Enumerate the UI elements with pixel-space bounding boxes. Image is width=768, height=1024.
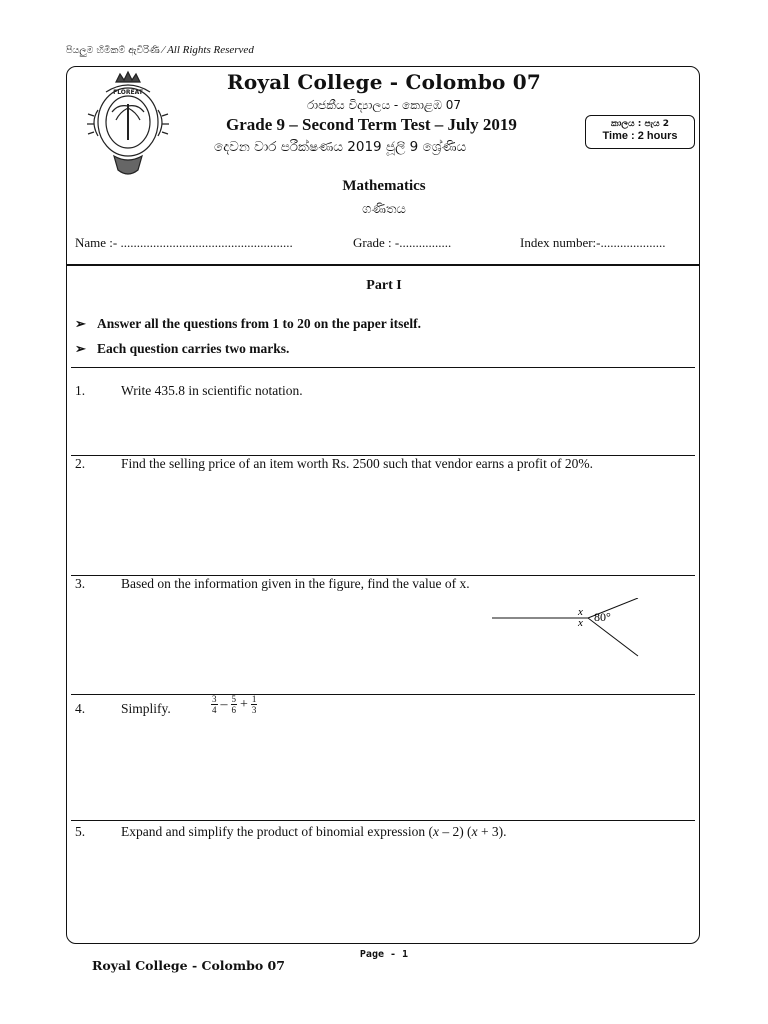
- school-title-sinhala: රාජකීය විද්‍යාලය - කොළඹ 07: [306, 98, 462, 112]
- part-title: Part I: [366, 278, 402, 293]
- operator: –: [220, 696, 228, 712]
- student-grade-field: Grade : -................: [353, 235, 452, 250]
- page-number: Page - 1: [359, 949, 409, 960]
- question-number: 2.: [75, 456, 86, 471]
- question-text: Simplify.: [121, 701, 171, 716]
- angle-label-80: 80°: [594, 610, 611, 624]
- instruction-text: Each question carries two marks.: [97, 341, 290, 356]
- instruction-item: [75, 341, 289, 357]
- instruction-item: [75, 316, 421, 332]
- angle-var-x-lower: x: [578, 617, 583, 629]
- header-divider: [66, 264, 700, 266]
- question-text: Expand and simplify the product of binomial expression (x – 2) (x + 3).: [121, 824, 507, 839]
- school-title: Royal College - Colombo 07: [227, 70, 541, 94]
- time-english: Time : 2 hours: [602, 130, 678, 142]
- student-index-field: Index number:-....................: [520, 235, 666, 250]
- paper-frame: [66, 66, 700, 944]
- subject-title: Mathematics: [342, 178, 426, 194]
- operator: +: [240, 696, 248, 712]
- question-divider: [71, 820, 695, 821]
- fraction: $\frac{3}{4}$: [212, 694, 217, 715]
- arrow-bullet-icon: ➢: [75, 316, 86, 331]
- subject-title-sinhala: ගණිතය: [362, 202, 406, 217]
- question-text: Write 435.8 in scientific notation.: [121, 383, 303, 398]
- rights-reserved-line: [66, 44, 254, 56]
- rights-separator: ⁄: [162, 44, 165, 56]
- angle-figure: [488, 598, 648, 660]
- question-number: 1.: [75, 383, 86, 398]
- time-box: [585, 115, 695, 149]
- angle-var-x-upper: x: [578, 606, 583, 618]
- time-sinhala: කාලය : පැය 2: [611, 119, 669, 129]
- test-title-sinhala: දෙවන වාර පරීක්ෂණය 2019 ජූලි 9 ශ්‍රේණිය: [214, 139, 467, 155]
- question-number: 5.: [75, 824, 86, 839]
- question-divider: [71, 367, 695, 368]
- question-number: 3.: [75, 576, 86, 591]
- instruction-text: Answer all the questions from 1 to 20 on the paper itself.: [97, 316, 421, 331]
- rights-en: All Rights Reserved: [167, 44, 254, 56]
- fraction: $\frac{5}{6}$: [231, 694, 236, 715]
- fraction-expression: [210, 694, 258, 715]
- test-title: Grade 9 – Second Term Test – July 2019: [226, 115, 517, 134]
- crest-motto: FLOREAT: [113, 89, 143, 96]
- question-number: 4.: [75, 701, 86, 716]
- question-text: Based on the information given in the figure, find the value of x.: [121, 576, 470, 591]
- question-text: Find the selling price of an item worth Rs. 2500 such that vendor earns a profit of 20%.: [121, 456, 594, 471]
- fraction: $\frac{1}{3}$: [251, 694, 257, 715]
- student-name-field: Name :- .....................................................: [75, 235, 293, 250]
- footer-school-name: Royal College - Colombo 07: [92, 958, 285, 973]
- question-divider: [71, 694, 695, 695]
- arrow-bullet-icon: ➢: [75, 341, 86, 356]
- rights-si: පියලුම හිමිකම් ඇවිරිණි: [66, 45, 160, 56]
